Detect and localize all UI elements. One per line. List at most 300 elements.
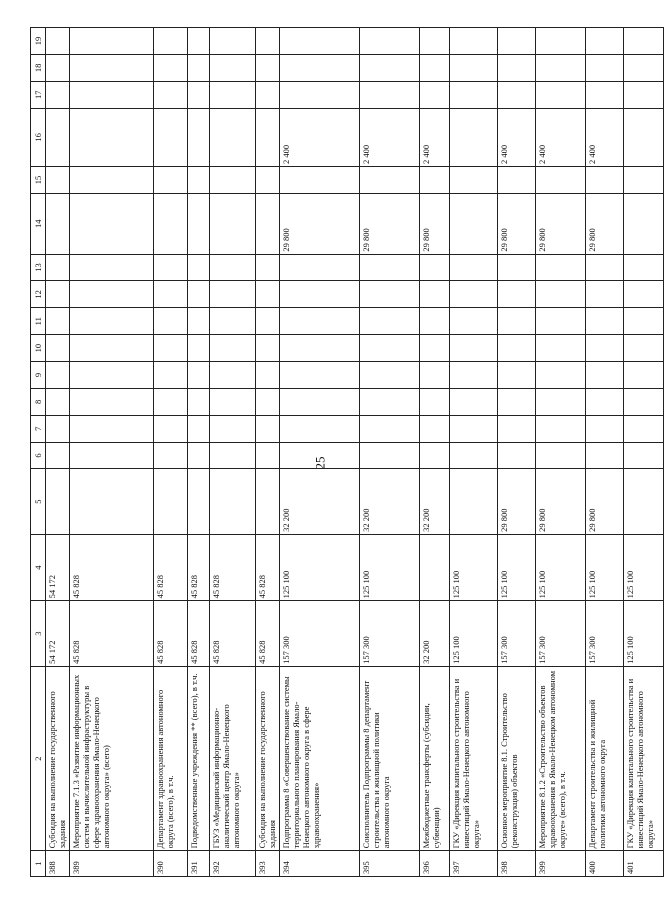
value-cell (256, 193, 280, 254)
value-cell (536, 415, 586, 442)
value-cell (450, 167, 498, 194)
value-cell (450, 362, 498, 389)
row-number-cell: 390 (154, 851, 188, 877)
column-header-19: 19 (31, 28, 46, 55)
value-cell (256, 308, 280, 335)
value-cell (256, 81, 280, 108)
value-cell (280, 388, 360, 415)
value-cell (586, 362, 624, 389)
table-row (154, 28, 188, 877)
value-cell (360, 81, 420, 108)
value-cell: 125 100 (360, 534, 420, 601)
value-cell: 2 400 (536, 108, 586, 166)
row-label-cell: Субсидия на выполнение государственного задания (46, 666, 70, 851)
row-label-cell: Департамент здравоохранения автономного округа (всего), в т.ч. (154, 666, 188, 851)
value-cell (498, 281, 536, 308)
value-cell (210, 388, 256, 415)
value-cell: 29 800 (498, 193, 536, 254)
value-cell (536, 442, 586, 469)
column-header-10: 10 (31, 335, 46, 362)
row-number-cell: 392 (210, 851, 256, 877)
value-cell (154, 415, 188, 442)
value-cell: 157 300 (536, 601, 586, 666)
value-cell (498, 81, 536, 108)
value-cell (360, 281, 420, 308)
value-cell (210, 442, 256, 469)
value-cell (536, 28, 586, 55)
value-cell (256, 254, 280, 281)
value-cell (450, 415, 498, 442)
value-cell (188, 469, 210, 534)
value-cell: 29 800 (586, 193, 624, 254)
column-header-8: 8 (31, 388, 46, 415)
value-cell: 29 800 (586, 469, 624, 534)
rotated-table-container (30, 27, 655, 877)
column-header-16: 16 (31, 108, 46, 166)
row-number-cell: 401 (624, 851, 664, 877)
row-number-cell: 399 (536, 851, 586, 877)
value-cell (154, 308, 188, 335)
value-cell (210, 469, 256, 534)
value-cell: 29 800 (280, 193, 360, 254)
column-header-6: 6 (31, 442, 46, 469)
row-label-cell: Мероприятие 8.1.2 «Строительство объектов здравоохранения в Ямало-Ненецком автономном округе» (всего), в т.ч. (536, 666, 586, 851)
value-cell: 32 200 (420, 601, 450, 666)
value-cell (46, 362, 70, 389)
value-cell (70, 469, 154, 534)
value-cell (154, 28, 188, 55)
value-cell (280, 281, 360, 308)
value-cell (70, 335, 154, 362)
value-cell (624, 193, 664, 254)
table-row (624, 28, 664, 877)
value-cell (360, 54, 420, 81)
value-cell (450, 254, 498, 281)
value-cell (256, 388, 280, 415)
value-cell (210, 193, 256, 254)
value-cell (188, 362, 210, 389)
row-label-cell: Подведомственные учреждения ** (всего), в т.ч. (188, 666, 210, 851)
value-cell (450, 469, 498, 534)
value-cell: 45 828 (70, 534, 154, 601)
value-cell (46, 108, 70, 166)
value-cell: 125 100 (586, 534, 624, 601)
value-cell (188, 415, 210, 442)
value-cell (536, 54, 586, 81)
value-cell: 157 300 (498, 601, 536, 666)
value-cell (154, 254, 188, 281)
table-row (188, 28, 210, 877)
value-cell (450, 335, 498, 362)
value-cell (586, 167, 624, 194)
value-cell: 157 300 (360, 601, 420, 666)
value-cell (450, 388, 498, 415)
value-cell (70, 81, 154, 108)
row-number-cell: 397 (450, 851, 498, 877)
value-cell (624, 167, 664, 194)
value-cell (420, 281, 450, 308)
value-cell (498, 254, 536, 281)
value-cell: 45 828 (210, 534, 256, 601)
value-cell (46, 167, 70, 194)
value-cell (46, 193, 70, 254)
value-cell (586, 308, 624, 335)
value-cell (360, 335, 420, 362)
value-cell (256, 335, 280, 362)
row-number-cell: 395 (360, 851, 420, 877)
value-cell (188, 308, 210, 335)
value-cell (188, 108, 210, 166)
value-cell (188, 254, 210, 281)
row-label-cell: Подпрограмма 8 «Совершенствование системы территориального планирования Ямало-Ненецкого автономного округа в сфере здравоохранения» (280, 666, 360, 851)
column-header-11: 11 (31, 308, 46, 335)
value-cell (154, 442, 188, 469)
column-header-15: 15 (31, 167, 46, 194)
value-cell (280, 442, 360, 469)
value-cell (46, 54, 70, 81)
value-cell (420, 308, 450, 335)
table-row (256, 28, 280, 877)
value-cell (586, 388, 624, 415)
value-cell (280, 54, 360, 81)
value-cell (154, 469, 188, 534)
value-cell (536, 308, 586, 335)
value-cell: 2 400 (498, 108, 536, 166)
value-cell: 2 400 (586, 108, 624, 166)
value-cell (450, 193, 498, 254)
value-cell (210, 81, 256, 108)
table-row (360, 28, 420, 877)
value-cell (210, 54, 256, 81)
table-row (70, 28, 154, 877)
value-cell: 45 828 (188, 601, 210, 666)
value-cell (450, 54, 498, 81)
value-cell (154, 108, 188, 166)
value-cell (498, 28, 536, 55)
value-cell: 32 200 (420, 469, 450, 534)
value-cell (256, 362, 280, 389)
value-cell: 45 828 (256, 601, 280, 666)
value-cell (280, 415, 360, 442)
value-cell (498, 308, 536, 335)
value-cell: 125 100 (536, 534, 586, 601)
value-cell (420, 81, 450, 108)
value-cell (536, 388, 586, 415)
value-cell (210, 108, 256, 166)
value-cell (154, 281, 188, 308)
value-cell (624, 28, 664, 55)
value-cell (210, 308, 256, 335)
column-header-4: 4 (31, 534, 46, 601)
value-cell (360, 388, 420, 415)
value-cell (256, 167, 280, 194)
value-cell: 32 200 (280, 469, 360, 534)
value-cell (450, 108, 498, 166)
value-cell (420, 442, 450, 469)
value-cell (420, 415, 450, 442)
value-cell (46, 254, 70, 281)
table-row (536, 28, 586, 877)
value-cell (256, 28, 280, 55)
value-cell: 29 800 (420, 193, 450, 254)
value-cell (188, 281, 210, 308)
value-cell: 29 800 (498, 469, 536, 534)
value-cell (360, 254, 420, 281)
value-cell: 29 800 (536, 193, 586, 254)
value-cell (188, 54, 210, 81)
value-cell: 125 100 (624, 534, 664, 601)
value-cell: 45 828 (188, 534, 210, 601)
value-cell (280, 308, 360, 335)
row-label-cell: ГБУЗ «Медицинский информационно-аналитический центр Ямало-Ненецкого автономного округа» (210, 666, 256, 851)
value-cell (536, 81, 586, 108)
value-cell (280, 81, 360, 108)
table-row (280, 28, 360, 877)
value-cell (70, 254, 154, 281)
value-cell: 29 800 (536, 469, 586, 534)
row-number-cell: 396 (420, 851, 450, 877)
value-cell (154, 362, 188, 389)
row-label-cell: ГКУ «Дирекция капитального строительства и инвестиций Ямало-Ненецкого автономного округа» (624, 666, 664, 851)
value-cell: 54 172 (46, 601, 70, 666)
value-cell: 45 828 (70, 601, 154, 666)
value-cell (420, 362, 450, 389)
value-cell: 125 100 (498, 534, 536, 601)
value-cell (188, 335, 210, 362)
value-cell: 2 400 (360, 108, 420, 166)
value-cell (420, 54, 450, 81)
value-cell (450, 281, 498, 308)
value-cell (70, 108, 154, 166)
value-cell (586, 54, 624, 81)
value-cell (624, 415, 664, 442)
value-cell (360, 167, 420, 194)
value-cell (210, 335, 256, 362)
row-number-cell: 398 (498, 851, 536, 877)
value-cell (624, 281, 664, 308)
row-label-cell: Межбюджетные трансферты (субсидии, субвенции) (420, 666, 450, 851)
table-row (420, 28, 450, 877)
value-cell (256, 108, 280, 166)
value-cell (280, 167, 360, 194)
column-header-17: 17 (31, 81, 46, 108)
value-cell: 45 828 (210, 601, 256, 666)
value-cell (498, 54, 536, 81)
value-cell (210, 281, 256, 308)
value-cell (450, 442, 498, 469)
value-cell: 29 800 (360, 193, 420, 254)
value-cell (70, 308, 154, 335)
value-cell (624, 108, 664, 166)
value-cell (624, 335, 664, 362)
value-cell (280, 254, 360, 281)
value-cell (420, 254, 450, 281)
row-label-cell: Субсидия на выполнение государственного задания (256, 666, 280, 851)
value-cell (536, 362, 586, 389)
value-cell (624, 469, 664, 534)
value-cell (70, 54, 154, 81)
value-cell (498, 167, 536, 194)
table-row (210, 28, 256, 877)
value-cell (624, 81, 664, 108)
value-cell (586, 415, 624, 442)
value-cell (498, 415, 536, 442)
value-cell (498, 442, 536, 469)
value-cell: 54 172 (46, 534, 70, 601)
value-cell (70, 362, 154, 389)
value-cell (188, 28, 210, 55)
value-cell: 157 300 (280, 601, 360, 666)
row-number-cell: 393 (256, 851, 280, 877)
header-row (31, 28, 46, 877)
value-cell (256, 469, 280, 534)
value-cell: 125 100 (450, 534, 498, 601)
value-cell (46, 415, 70, 442)
value-cell (210, 28, 256, 55)
value-cell (210, 415, 256, 442)
value-cell (46, 28, 70, 55)
value-cell: 32 200 (360, 469, 420, 534)
value-cell (360, 308, 420, 335)
value-cell (420, 28, 450, 55)
value-cell (256, 281, 280, 308)
value-cell (586, 81, 624, 108)
value-cell: 125 100 (280, 534, 360, 601)
value-cell (498, 335, 536, 362)
value-cell (624, 308, 664, 335)
value-cell (188, 193, 210, 254)
value-cell (154, 335, 188, 362)
value-cell (586, 335, 624, 362)
value-cell (256, 54, 280, 81)
value-cell (188, 81, 210, 108)
value-cell (256, 415, 280, 442)
value-cell (536, 167, 586, 194)
value-cell (420, 167, 450, 194)
value-cell: 125 100 (624, 601, 664, 666)
value-cell (210, 167, 256, 194)
row-label-cell: Департамент строительства и жилищной политики автономного округа (586, 666, 624, 851)
value-cell (210, 254, 256, 281)
column-header-5: 5 (31, 469, 46, 534)
value-cell (46, 388, 70, 415)
value-cell (536, 335, 586, 362)
value-cell (46, 335, 70, 362)
value-cell (624, 54, 664, 81)
value-cell (360, 415, 420, 442)
value-cell (360, 362, 420, 389)
value-cell (450, 28, 498, 55)
value-cell (154, 193, 188, 254)
column-header-7: 7 (31, 415, 46, 442)
value-cell (46, 81, 70, 108)
row-label-cell: ГКУ «Дирекция капитального строительства и инвестиций Ямало-Ненецкого автономного округа» (450, 666, 498, 851)
value-cell (586, 254, 624, 281)
value-cell (70, 442, 154, 469)
row-label-cell: Мероприятие 7.1.3 «Развитие информационных систем и вычислительной инфраструктуры в сфере здравоохранения Ямало-Ненецкого автономного округа» (всего) (70, 666, 154, 851)
row-number-cell: 388 (46, 851, 70, 877)
value-cell (70, 28, 154, 55)
value-cell (624, 442, 664, 469)
value-cell: 2 400 (420, 108, 450, 166)
value-cell (70, 388, 154, 415)
value-cell (536, 254, 586, 281)
value-cell (360, 28, 420, 55)
value-cell (154, 54, 188, 81)
value-cell (154, 81, 188, 108)
value-cell (280, 335, 360, 362)
value-cell (280, 362, 360, 389)
value-cell (188, 388, 210, 415)
column-header-14: 14 (31, 193, 46, 254)
value-cell: 45 828 (154, 601, 188, 666)
value-cell (586, 442, 624, 469)
row-number-cell: 394 (280, 851, 360, 877)
value-cell (280, 28, 360, 55)
row-number-cell: 389 (70, 851, 154, 877)
value-cell (188, 167, 210, 194)
value-cell (360, 442, 420, 469)
value-cell (624, 254, 664, 281)
row-label-cell: Основное мероприятие 8.1. Строительство (реконструкция) объектов (498, 666, 536, 851)
value-cell: 2 400 (280, 108, 360, 166)
page-number: 25 (312, 456, 328, 470)
column-header-12: 12 (31, 281, 46, 308)
value-cell (70, 415, 154, 442)
value-cell (210, 362, 256, 389)
value-cell (420, 388, 450, 415)
value-cell (154, 388, 188, 415)
value-cell (46, 308, 70, 335)
column-header-3: 3 (31, 601, 46, 666)
value-cell (46, 469, 70, 534)
value-cell (188, 442, 210, 469)
table-row (450, 28, 498, 877)
value-cell: 157 300 (586, 601, 624, 666)
value-cell (624, 362, 664, 389)
value-cell (70, 193, 154, 254)
value-cell (420, 335, 450, 362)
column-header-18: 18 (31, 54, 46, 81)
table-row (498, 28, 536, 877)
value-cell: 125 100 (450, 601, 498, 666)
value-cell (536, 281, 586, 308)
row-label-cell: Соисполнитель Подпрограммы 8 департамент строительства и жилищной политики автономного округа (360, 666, 420, 851)
value-cell (586, 28, 624, 55)
value-cell (586, 281, 624, 308)
row-number-cell: 400 (586, 851, 624, 877)
value-cell (450, 81, 498, 108)
value-cell (154, 167, 188, 194)
value-cell: 45 828 (256, 534, 280, 601)
column-header-1: 1 (31, 851, 46, 877)
column-header-9: 9 (31, 362, 46, 389)
value-cell (420, 534, 450, 601)
value-cell (256, 442, 280, 469)
column-header-13: 13 (31, 254, 46, 281)
value-cell (624, 388, 664, 415)
value-cell (70, 167, 154, 194)
value-cell (498, 362, 536, 389)
table-row (46, 28, 70, 877)
value-cell (46, 442, 70, 469)
value-cell (498, 388, 536, 415)
column-header-2: 2 (31, 666, 46, 851)
value-cell (450, 308, 498, 335)
row-number-cell: 391 (188, 851, 210, 877)
value-cell (70, 281, 154, 308)
table-row (586, 28, 624, 877)
